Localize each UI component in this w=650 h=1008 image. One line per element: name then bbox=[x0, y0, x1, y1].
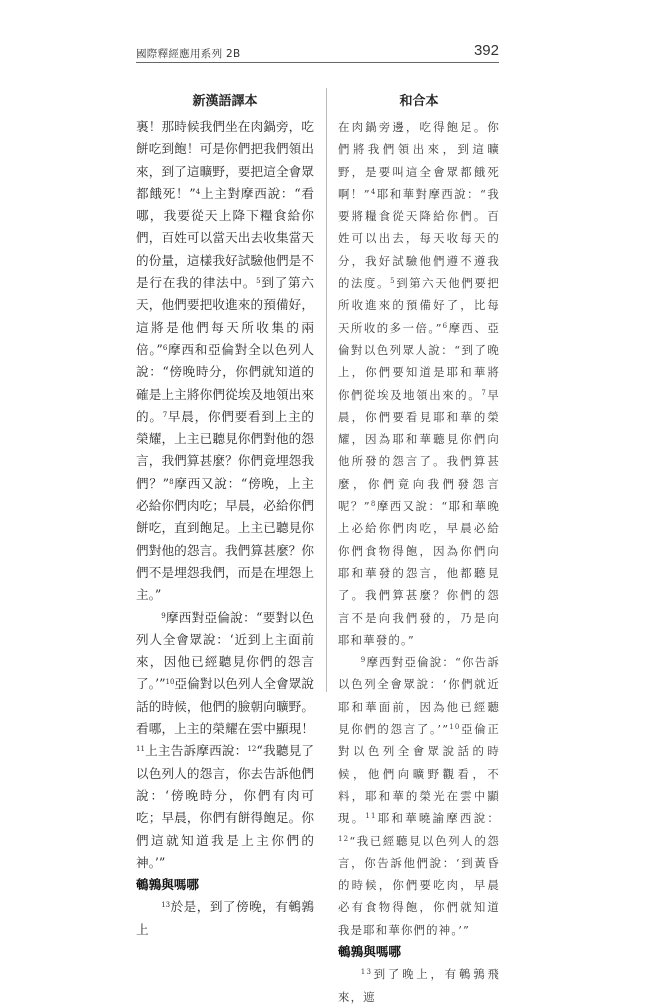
text: 於是，到了傍晚，有鵪鶉上 bbox=[136, 899, 314, 937]
verse-number: 13 bbox=[161, 901, 171, 910]
verse-number: 4 bbox=[370, 187, 377, 196]
text: 亞倫對以色列人全會眾說話的時候，他們的臉朝向曠野。看哪，上主的榮耀在雲中顯現！ bbox=[136, 676, 314, 737]
paragraph bbox=[338, 963, 500, 1008]
verse-number: 12 bbox=[247, 745, 257, 754]
paragraph bbox=[338, 116, 500, 651]
column-divider bbox=[326, 88, 327, 692]
verse-number: 8 bbox=[169, 477, 174, 486]
verse-number: 6 bbox=[162, 343, 168, 352]
paragraph bbox=[136, 896, 314, 941]
verse-number: 11 bbox=[365, 812, 377, 821]
text: 到第六天他們要把所收進來的預備好了，比每天所收的多一倍。” bbox=[338, 276, 500, 335]
text: 亞倫正對以色列全會眾說話的時候，他們向曠野觀看，不料，耶和華的榮光在雲中顯現。 bbox=[338, 722, 500, 826]
verse-number: 12 bbox=[338, 834, 350, 843]
text: 摩西又說：“傍晚，上主必給你們肉吃；早晨，必給你們餅吃，直到飽足。上主已聽見你們對他的怨言。我們算甚麼？你們不是埋怨我們，而是在埋怨上主。” bbox=[136, 475, 314, 603]
text: “我聽見了以色列人的怨言，你去告訴他們說：‘傍晚時分，你們有肉可吃；早晨，你們有餅得飽足。你們這就知道我是上主你們的神。’” bbox=[136, 743, 314, 870]
text: 摩西對亞倫說：“你告訴以色列全會眾說：‘你們就近耶和華面前，因為他已經聽見你們的怨言了。’” bbox=[338, 655, 500, 737]
left-column-text bbox=[136, 116, 314, 941]
verse-number: 6 bbox=[442, 321, 449, 330]
verse-number: 5 bbox=[390, 277, 396, 286]
paragraph bbox=[136, 607, 314, 875]
text: 耶和華對摩西說：“我要將糧食從天降給你們。百姓可以出去，每天收每天的分，我好試驗他們遵不遵我的法度。 bbox=[338, 186, 500, 291]
verse-number: 8 bbox=[370, 500, 377, 509]
page-number: 392 bbox=[473, 42, 499, 59]
verse-number: 4 bbox=[195, 187, 201, 196]
verse-number: 10 bbox=[165, 678, 175, 687]
text: 早晨，你們要看到上主的榮耀，上主已聽見你們對他的怨言，我們算甚麼？你們竟埋怨我們？” bbox=[136, 408, 315, 491]
verse-number: 9 bbox=[360, 656, 367, 665]
text: 到了晚上，有鵪鶉飛來，遮 bbox=[338, 967, 500, 1004]
paragraph bbox=[136, 116, 314, 607]
section-subheading: 鵪鶉與嗎哪 bbox=[136, 877, 199, 893]
verse-number: 11 bbox=[136, 745, 145, 754]
right-column-text bbox=[338, 116, 500, 1008]
text: 摩西又說：“耶和華晚上必給你們肉吃，早晨必給你們食物得飽，因為你們向耶和華發的怨言，他都聽見了。我們算甚麼？你們的怨言不是向我們發的，乃是向耶和華發的。” bbox=[338, 499, 500, 647]
text: 到了第六天，他們要把收進來的預備好，這將是他們每天所收集的兩倍。” bbox=[136, 275, 315, 357]
text: 耶和華曉諭摩西說： bbox=[376, 811, 500, 826]
verse-number: 10 bbox=[449, 723, 461, 732]
verse-number: 7 bbox=[481, 388, 487, 397]
section-subheading: 鵪鶉與嗎哪 bbox=[338, 943, 401, 959]
verse-number: 7 bbox=[162, 410, 168, 419]
verse-number: 13 bbox=[360, 968, 373, 977]
verse-number: 9 bbox=[161, 611, 166, 620]
text: 摩西和亞倫對全以色列人說：“傍晚時分，你們就知道的確是上主將你們從埃及地領出來的。 bbox=[136, 341, 315, 424]
text: 裏！那時候我們坐在肉鍋旁，吃餅吃到飽！可是你們把我們領出來，到了這曠野，要把這全會眾都餓死！” bbox=[136, 119, 314, 201]
text: 在肉鍋旁邊，吃得飽足。你們將我們領出來，到這曠野，是要叫這全會眾都餓死啊！” bbox=[338, 120, 500, 201]
text: 摩西對亞倫說：“要對以色列人全會眾說：‘近到上主面前來，因他已經聽見你們的怨言了。’” bbox=[136, 609, 314, 692]
left-column-title: 新漢語譯本 bbox=[192, 94, 258, 109]
series-title: 國際釋經應用系列 2B bbox=[136, 48, 241, 60]
text: 早晨，你們要看見耶和華的榮耀，因為耶和華聽見你們向他所發的怨言了。我們算甚麼，你們竟向我們發怨言呢？” bbox=[338, 387, 500, 514]
running-header bbox=[136, 44, 499, 63]
text: 摩西、亞倫對以色列眾人說：“到了晚上，你們要知道是耶和華將你們從埃及地領出來的。 bbox=[338, 320, 500, 402]
text: 上主告訴摩西說： bbox=[144, 743, 248, 759]
text: “我已經聽見以色列人的怨言，你告訴他們說：‘到黃昏的時候，你們要吃肉，早晨必有食物得飽，你們就知道我是耶和華你們的神。’” bbox=[338, 833, 500, 937]
paragraph bbox=[338, 651, 500, 941]
verse-number: 5 bbox=[256, 277, 261, 286]
text: 上主對摩西說：“看哪，我要從天上降下糧食給你們，百姓可以當天出去收集當天的份量，這樣我好試驗他們是不是行在我的律法中。 bbox=[136, 185, 314, 291]
right-column-title: 和合本 bbox=[399, 94, 439, 109]
